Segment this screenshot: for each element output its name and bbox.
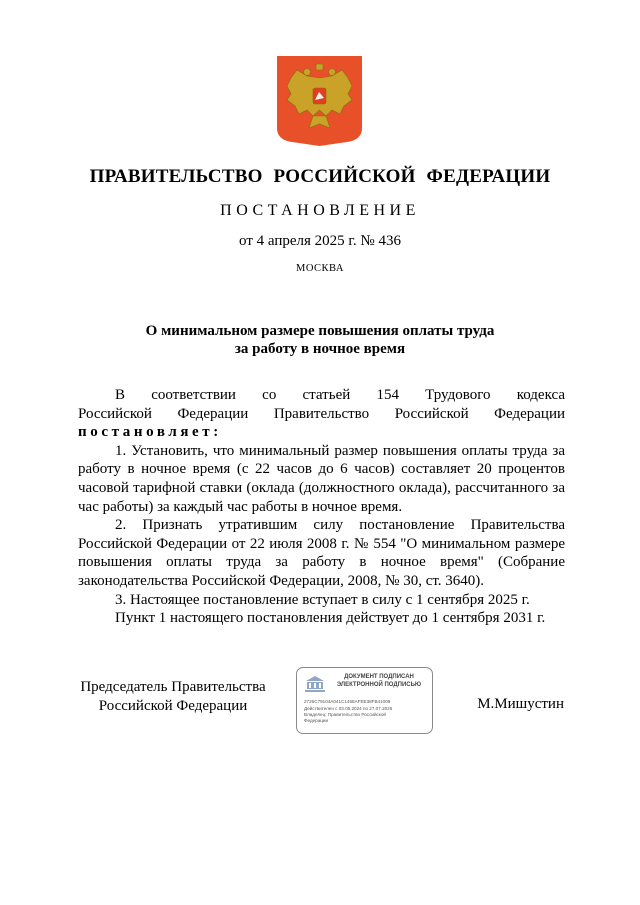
document-city: МОСКВА <box>296 263 344 274</box>
preamble-line-1: В соответствии со статьей 154 Трудового кодекса <box>115 387 565 403</box>
certificate-validity: Действителен с 03.05.2024 по 27.07.2025 <box>304 706 393 711</box>
subject-line-1: О минимальном размере повышения оплаты труда <box>145 323 495 339</box>
decides-word: постановляет: <box>78 424 222 441</box>
document-type: ПОСТАНОВЛЕНИЕ <box>220 202 420 219</box>
stamp-title-line-2: ЭЛЕКТРОННОЙ ПОДПИСЬЮ <box>336 681 422 688</box>
page-title: ПРАВИТЕЛЬСТВО РОССИЙСКОЙ ФЕДЕРАЦИИ <box>89 166 551 187</box>
document-date-number: от 4 апреля 2025 г. № 436 <box>239 233 401 249</box>
item-1: 1. Установить, что минимальный размер повышения оплаты труда за работу в ночное время (с 22 часов до 6 часов) составляет 20 процентов часовой тарифной ставки (оклада (должностного оклада), рассчитанного за час работы) за каждый час работы в ночное время. <box>78 442 565 515</box>
signatory-name: М.Мишустин <box>477 696 564 712</box>
position-line-1: Председатель Правительства <box>80 679 266 695</box>
electronic-signature-stamp <box>296 667 433 734</box>
government-building-icon <box>304 675 326 693</box>
position-line-2: Российской Федерации <box>98 698 248 714</box>
certificate-owner-2: Федерации <box>304 718 329 723</box>
document-subject <box>0 322 640 358</box>
item-2: 2. Признать утратившим силу постановление Правительства Российской Федерации от 22 июля 2008 г. № 554 "О минимальном размере повышения оплаты труда за работу в ночное время" (Собрание законодательства Российской Федерации, 2008, № 30, ст. 3640). <box>78 517 565 589</box>
coat-of-arms-icon <box>277 56 362 146</box>
certificate-serial: 2726C79104A041C1458AFEE38FB41009 <box>304 699 391 704</box>
certificate-owner-1: Владелец: Правительство Российской <box>304 712 386 717</box>
signatory-position <box>78 678 268 716</box>
stamp-title-line-1: ДОКУМЕНТ ПОДПИСАН <box>344 674 414 680</box>
subject-line-2: за работу в ночное время <box>234 341 406 357</box>
item-3: 3. Настоящее постановление вступает в силу с 1 сентября 2025 г. <box>115 591 530 608</box>
document-body <box>78 386 565 628</box>
item-4: Пункт 1 настоящего постановления действует до 1 сентября 2031 г. <box>115 610 546 627</box>
preamble-line-2: Российской Федерации Правительство Российской Федерации <box>78 405 565 422</box>
stamp-title <box>330 674 428 689</box>
